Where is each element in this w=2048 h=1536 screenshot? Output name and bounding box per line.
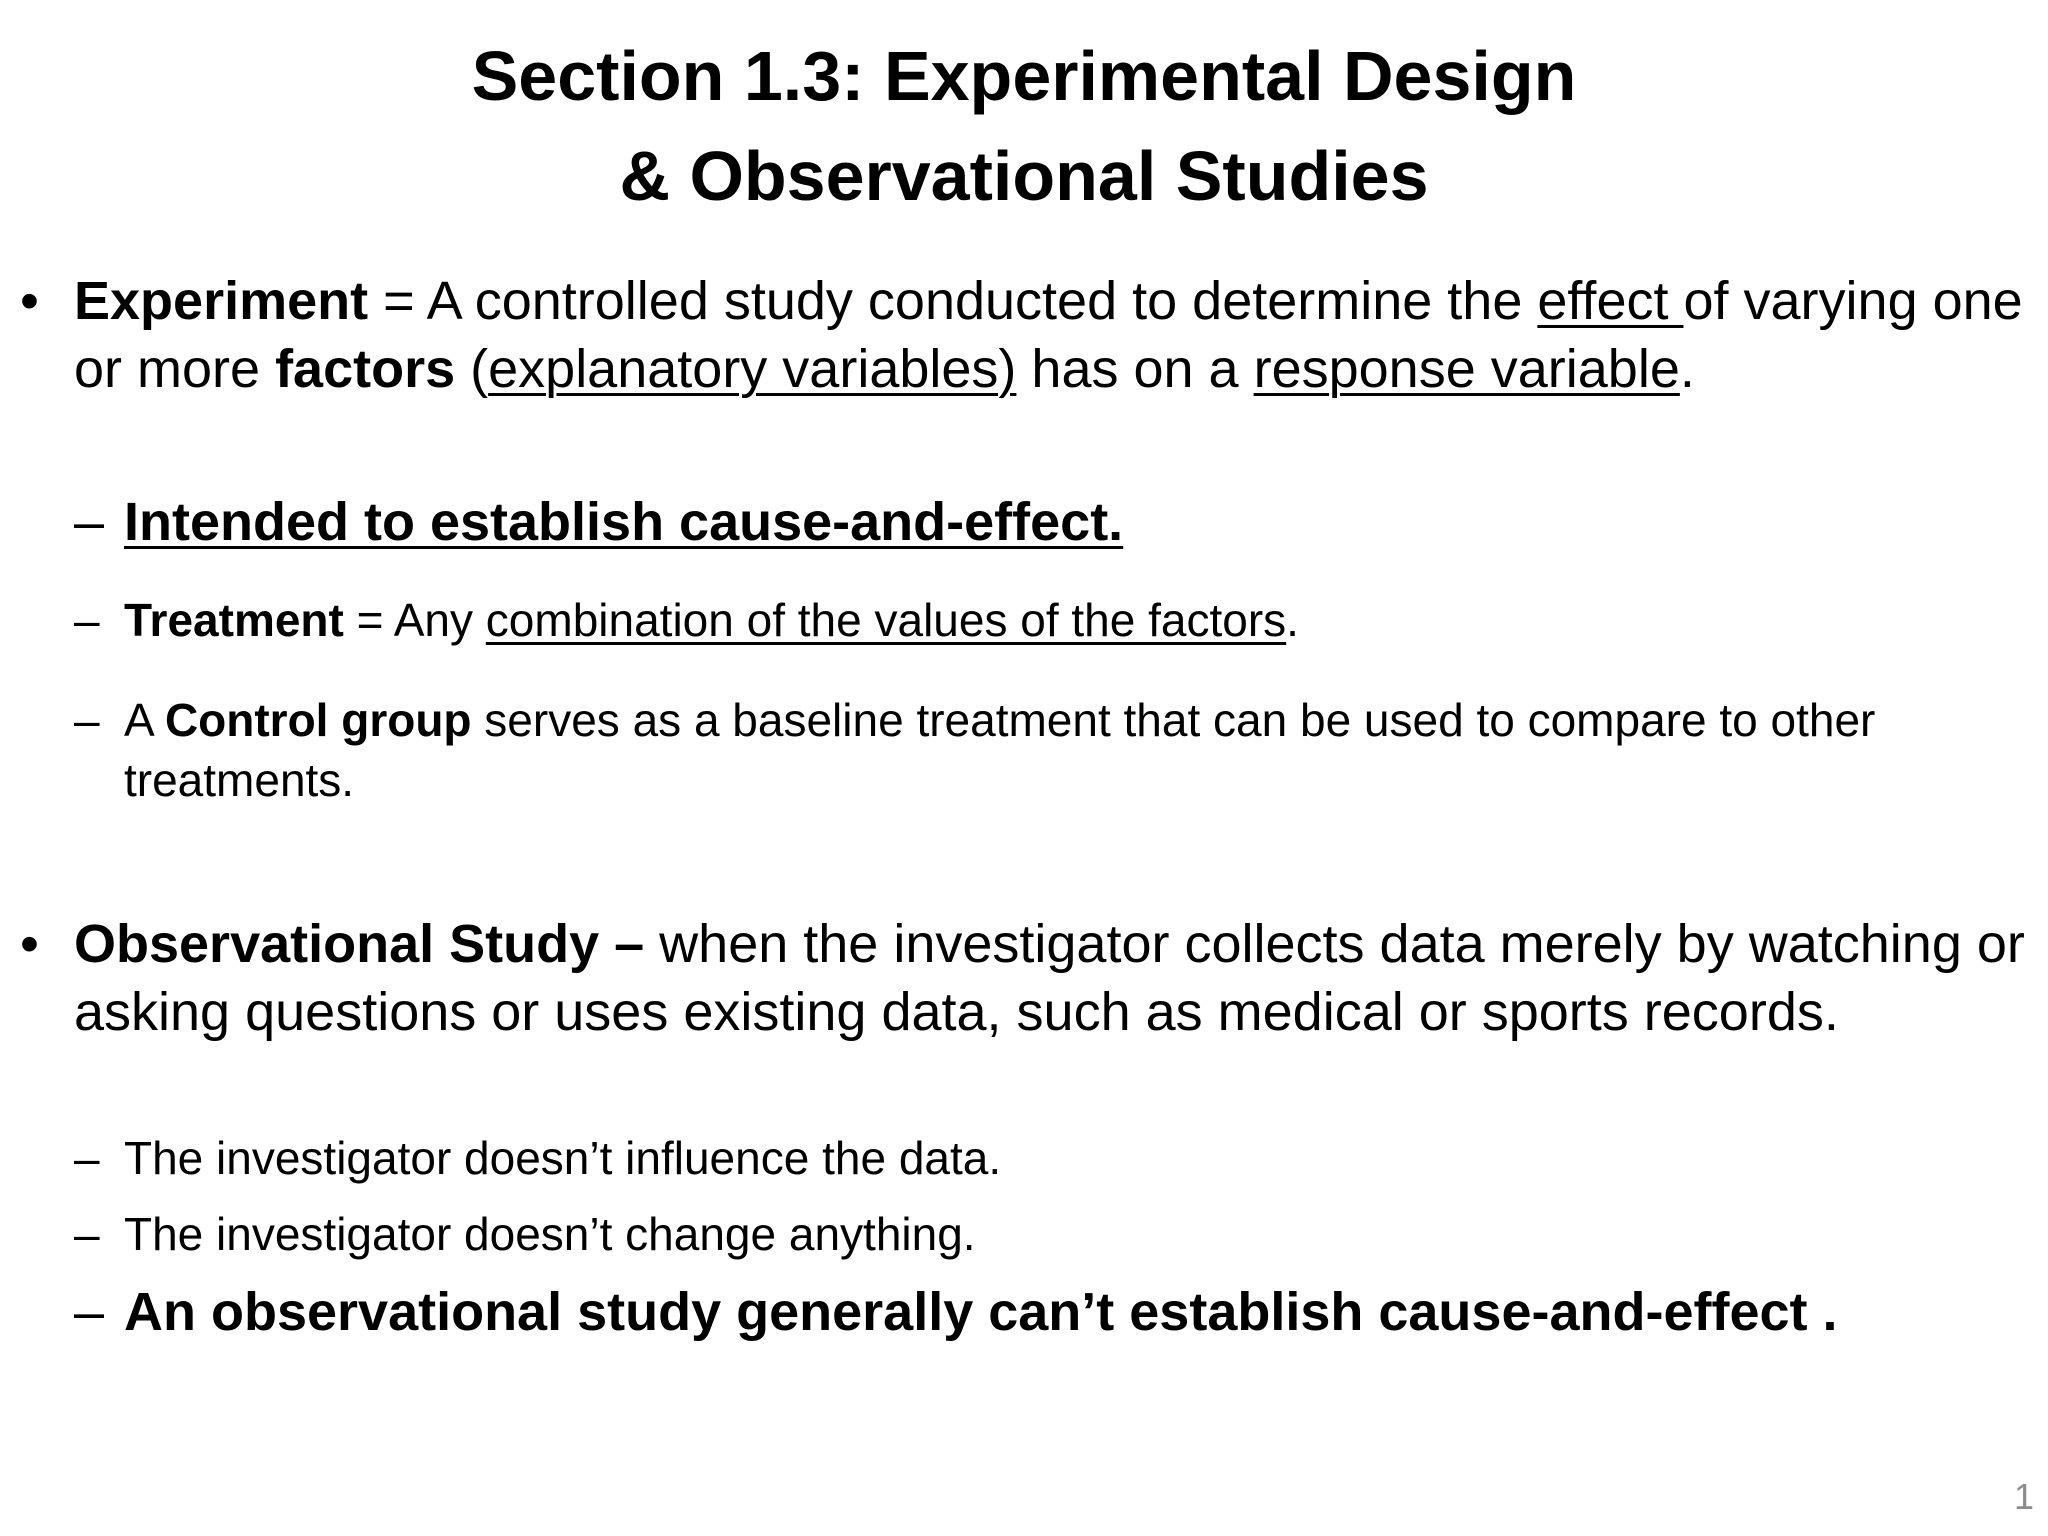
observational-bullet bbox=[20, 910, 2034, 1046]
observational-term: Observational Study – bbox=[74, 914, 645, 974]
experiment-term: Experiment bbox=[74, 271, 369, 331]
bullet-dot: • bbox=[20, 271, 39, 331]
control-group-term: Control group bbox=[164, 694, 472, 746]
bullet-dot: • bbox=[20, 914, 39, 974]
observational-text: when the investigator collects data merely by watching or asking questions or uses existing data, such as medical or sports records. bbox=[74, 914, 2025, 1042]
response-variable-underlined: response variable bbox=[1253, 339, 1680, 399]
page-number: 1 bbox=[2013, 1476, 2034, 1517]
treatment-period: . bbox=[1286, 594, 1299, 646]
influence-statement: The investigator doesn’t influence the data. bbox=[124, 1132, 1002, 1184]
explanatory-variables-underlined: explanatory variables) bbox=[488, 339, 1017, 399]
treatment-definition-underlined: combination of the values of the factors bbox=[485, 594, 1287, 646]
change-statement: The investigator doesn’t change anything. bbox=[124, 1208, 976, 1260]
dash-marker: – bbox=[74, 1282, 105, 1342]
dash-marker: – bbox=[74, 694, 100, 746]
effect-underlined: effect bbox=[1537, 271, 1684, 331]
treatment-eq: = Any bbox=[343, 594, 486, 646]
slide-title bbox=[0, 26, 2048, 226]
observational-sub-cause-effect bbox=[74, 1278, 2004, 1346]
observational-sub-influence bbox=[74, 1128, 2004, 1188]
has-on-text: has on a bbox=[1016, 339, 1254, 399]
dash-marker: – bbox=[74, 1132, 100, 1184]
dash-marker: – bbox=[74, 594, 100, 646]
experiment-period: . bbox=[1679, 339, 1695, 399]
control-prefix: A bbox=[124, 694, 165, 746]
dash-marker: – bbox=[74, 1208, 100, 1260]
cause-effect-statement: Intended to establish cause-and-effect. bbox=[124, 492, 1124, 552]
experiment-sub-treatment bbox=[74, 590, 2004, 650]
experiment-bullet bbox=[20, 267, 2034, 403]
experiment-sub-control-group bbox=[74, 690, 2004, 810]
observational-cause-effect-statement: An observational study generally can’t establish cause-and-effect . bbox=[124, 1282, 1838, 1342]
observational-sub-change bbox=[74, 1204, 2004, 1264]
title-line-2: & Observational Studies bbox=[619, 137, 1429, 215]
title-line-1: Section 1.3: Experimental Design bbox=[471, 37, 1577, 115]
paren-open: ( bbox=[455, 339, 489, 399]
experiment-eq: = A controlled study conducted to determine the bbox=[368, 271, 1538, 331]
control-group-text: serves as a baseline treatment that can be used to compare to other treatments. bbox=[124, 694, 1876, 806]
treatment-term: Treatment bbox=[124, 594, 344, 646]
of-varying-text: of varying one or more bbox=[74, 271, 2023, 399]
experiment-sub-cause-effect bbox=[74, 488, 2004, 556]
dash-marker: – bbox=[74, 492, 105, 552]
factors-term: factors bbox=[275, 339, 456, 399]
